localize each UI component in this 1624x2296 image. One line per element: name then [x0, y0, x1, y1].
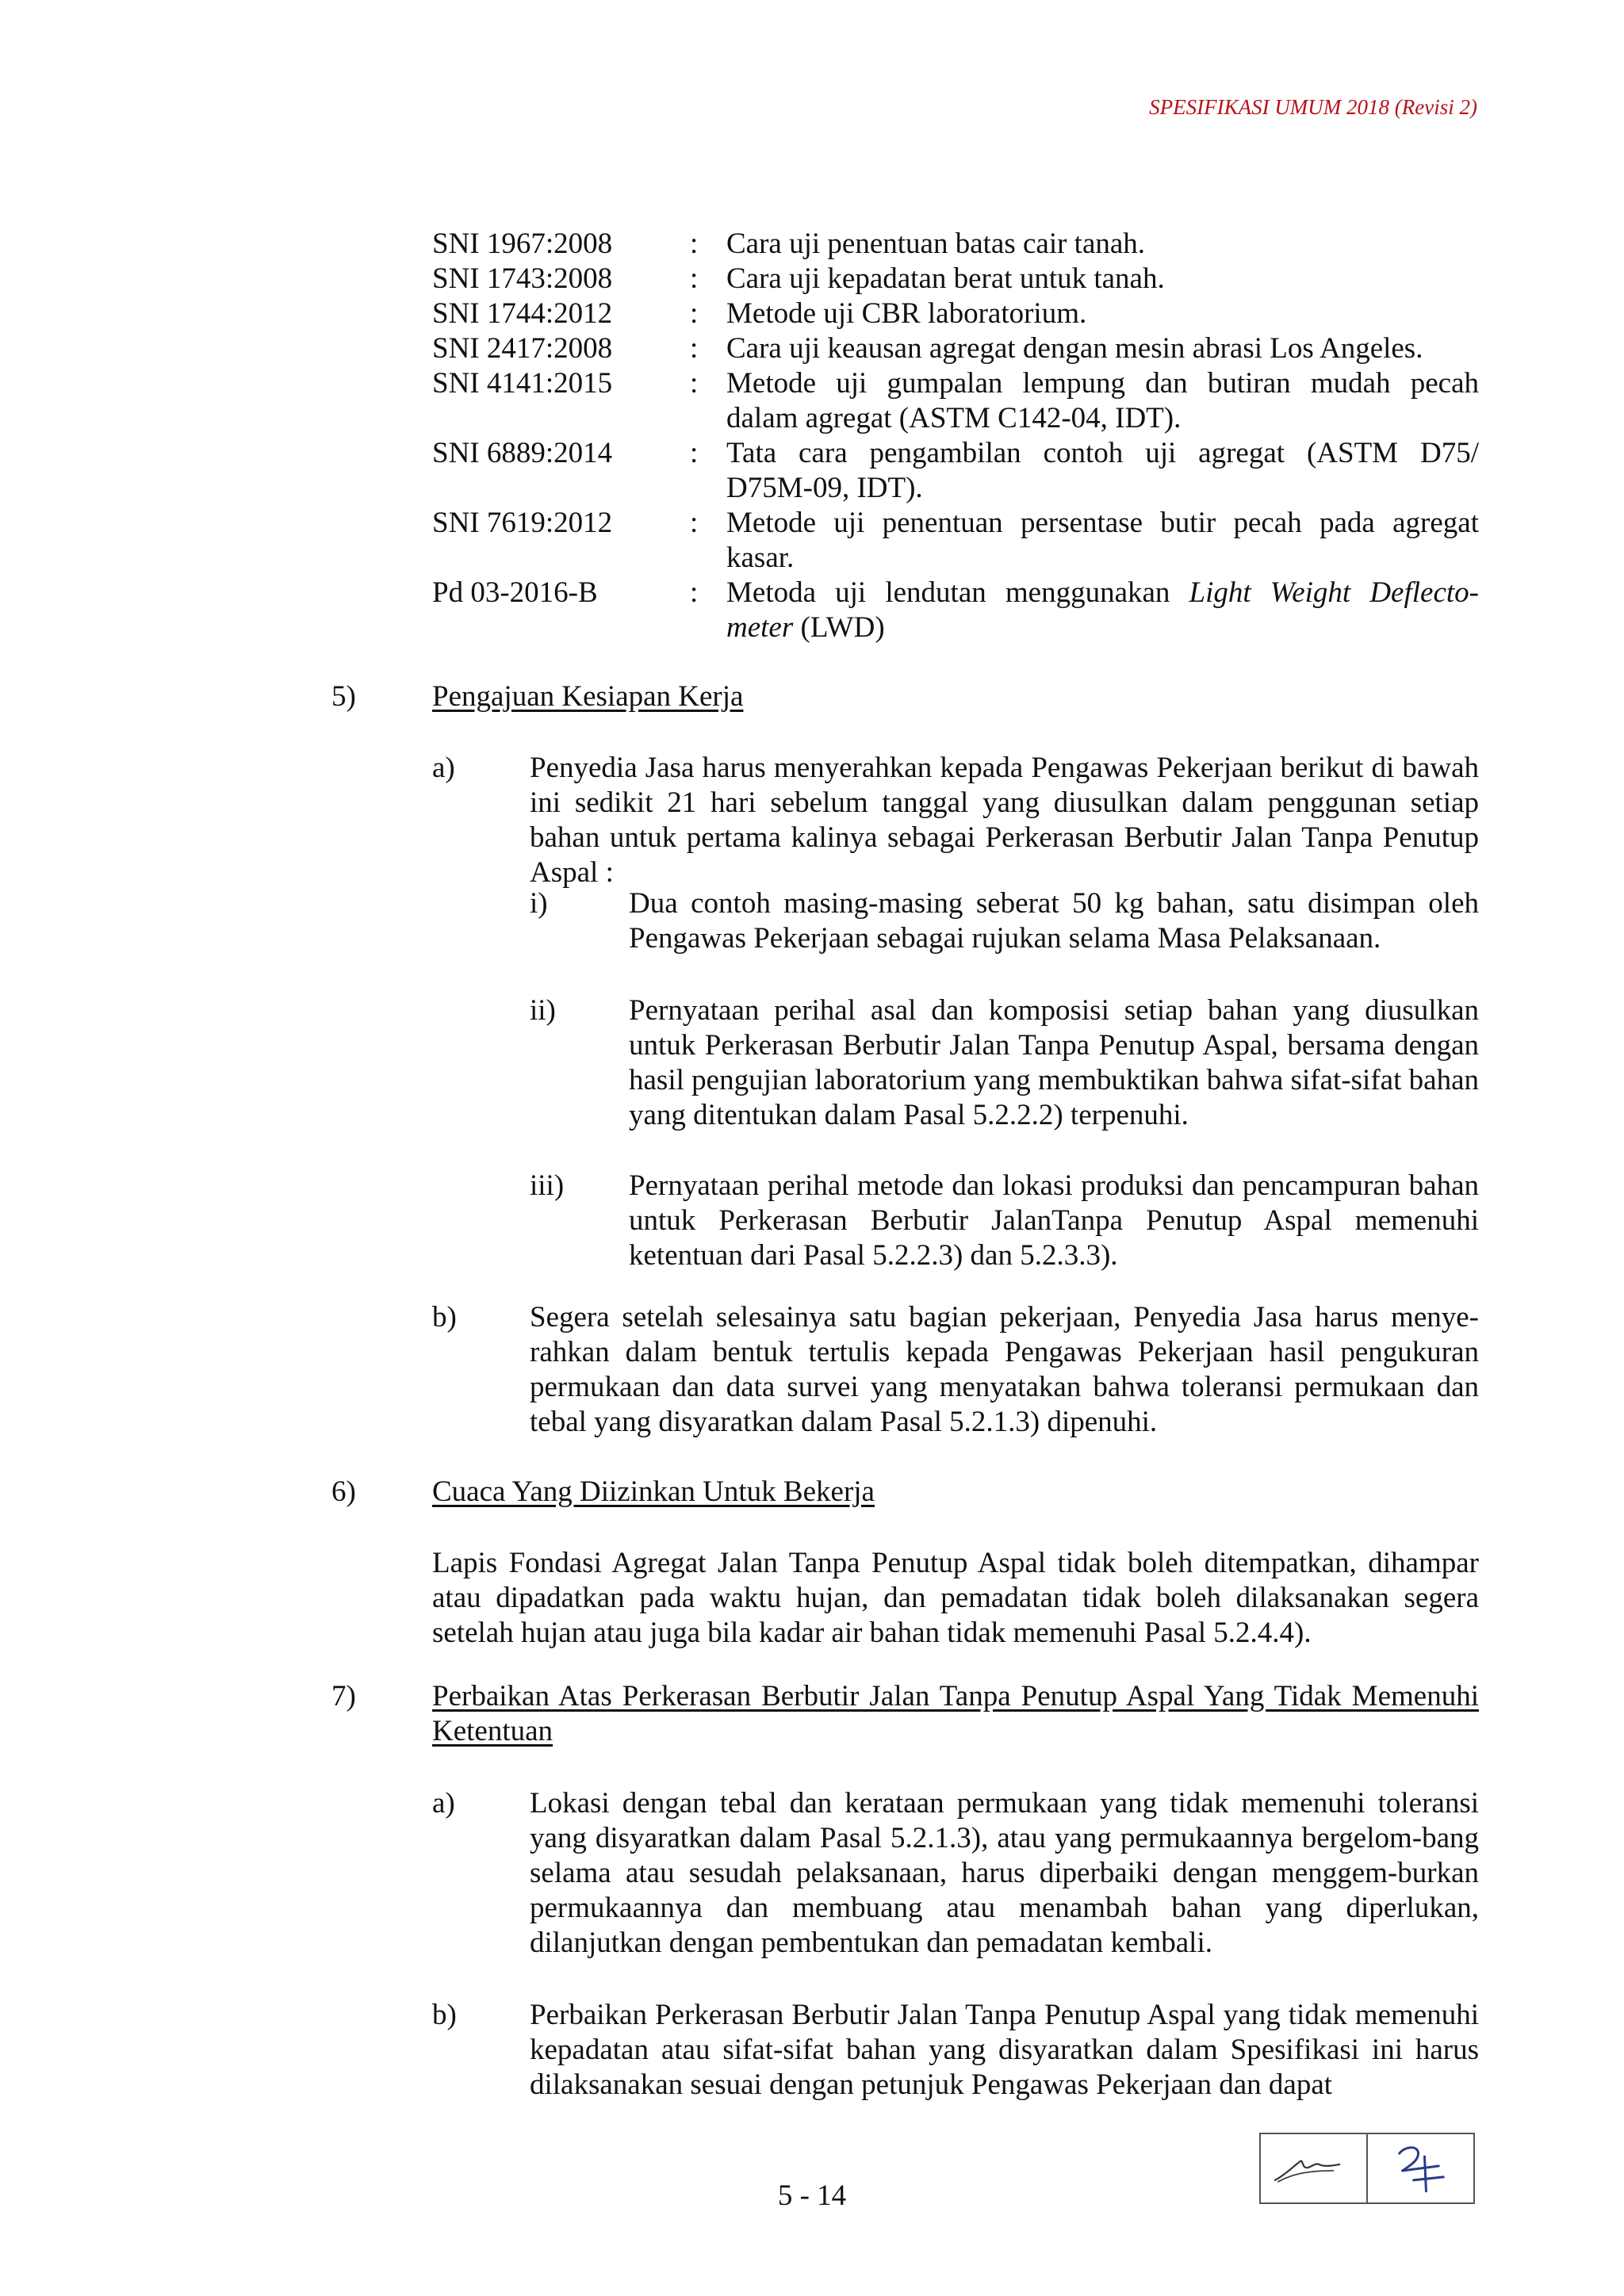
subsection-text: Segera setelah selesainya satu bagian pekerjaan, Penyedia Jasa harus menye-rahkan dalam bentuk tertulis kepada Pengawas Pekerjaan hasil pengukuran permukaan dan data survei yang menyatakan bahwa toleransi permukaan dan tebal yang disyaratkan dalam Pasal 5.2.1.3) dipenuhi.	[530, 1301, 1479, 1438]
running-header: SPESIFIKASI UMUM 2018 (Revisi 2)	[1149, 95, 1477, 119]
subsection-text: Perbaikan Perkerasan Berbutir Jalan Tanpa Penutup Aspal yang tidak memenuhi kepadatan atau sifat-sifat bahan yang disyaratkan dalam Spesifikasi ini harus dilaksanakan sesuai dengan petunjuk Pengawas Pekerjaan dan dapat	[530, 1999, 1479, 2101]
reference-description-text: (LWD)	[793, 611, 885, 644]
item-number: i)	[530, 887, 548, 920]
section-number: 6)	[331, 1475, 356, 1508]
item-number: iii)	[530, 1169, 565, 1202]
reference-row	[432, 436, 1479, 506]
signature-cell	[1366, 2134, 1473, 2202]
reference-code: SNI 1744:2012	[432, 297, 613, 330]
reference-description-text: Metoda uji lendutan menggunakan	[726, 576, 1189, 609]
section-title: Perbaikan Atas Perkerasan Berbutir Jalan Tanpa Penutup Aspal Yang Tidak Memenuhi	[432, 1680, 1479, 1712]
section-number: 7)	[331, 1680, 356, 1712]
reference-description-line: Tata cara pengambilan contoh uji agregat (ASTM D75/	[726, 437, 1479, 469]
reference-code: SNI 1743:2008	[432, 262, 613, 295]
reference-description: Cara uji kepadatan berat untuk tanah.	[726, 262, 1165, 295]
reference-code: SNI 1967:2008	[432, 228, 613, 260]
reference-colon: :	[690, 367, 699, 400]
reference-description-italic: Light Weight Deflecto-	[1189, 576, 1479, 609]
reference-description-line: Metode uji penentuan persentase butir pecah pada agregat	[726, 507, 1479, 539]
page-number: 5 - 14	[777, 2179, 847, 2212]
reference-description	[726, 506, 1479, 576]
reference-colon: :	[690, 228, 699, 260]
reference-colon: :	[690, 437, 699, 469]
signature-image	[1261, 2134, 1366, 2202]
reference-description	[726, 366, 1479, 436]
subsection-number: b)	[432, 1301, 457, 1334]
reference-colon: :	[690, 262, 699, 295]
reference-description	[726, 436, 1479, 506]
reference-description-line: dalam agregat (ASTM C142-04, IDT).	[726, 402, 1182, 434]
reference-row	[432, 297, 1479, 331]
subsection-number: a)	[432, 752, 455, 784]
reference-colon: :	[690, 332, 699, 365]
reference-colon: :	[690, 297, 699, 330]
subsection-text: Penyedia Jasa harus menyerahkan kepada Pengawas Pekerjaan berikut di bawah ini sedikit 21 hari sebelum tanggal yang diusulkan dalam penggunan setiap bahan untuk pertama kalinya sebagai Perkerasan Berbutir Jalan Tanpa Penutup Aspal :	[530, 752, 1479, 889]
reference-description: Metode uji CBR laboratorium.	[726, 297, 1087, 330]
subsection-text: Lokasi dengan tebal dan kerataan permukaan yang tidak memenuhi toleransi yang disyaratkan dalam Pasal 5.2.1.3), atau yang permukaannya bergelom-bang selama atau sesudah pelaksanaan, harus diperbaiki dengan menggem-burkan permukaannya dan membuang atau menambah bahan yang diperlukan, dilanjutkan dengan pembentukan dan pemadatan kembali.	[530, 1787, 1479, 1959]
reference-code: SNI 6889:2014	[432, 437, 613, 469]
reference-description-line: Metode uji gumpalan lempung dan butiran mudah pecah	[726, 367, 1479, 400]
reference-row	[432, 331, 1479, 366]
signature-cell	[1261, 2134, 1366, 2202]
reference-row	[432, 366, 1479, 436]
reference-row	[432, 506, 1479, 576]
reference-row	[432, 262, 1479, 297]
reference-description-line	[726, 576, 1479, 610]
reference-row	[432, 227, 1479, 262]
reference-description: Cara uji keausan agregat dengan mesin abrasi Los Angeles.	[726, 332, 1423, 365]
reference-code: SNI 4141:2015	[432, 367, 613, 400]
reference-description-line	[726, 610, 1479, 645]
initials-image	[1368, 2134, 1473, 2202]
reference-code: SNI 7619:2012	[432, 507, 613, 539]
reference-description-italic: meter	[726, 611, 794, 644]
section-title: Ketentuan	[432, 1715, 553, 1747]
item-number: ii)	[530, 994, 556, 1027]
reference-row	[432, 576, 1479, 645]
section-number: 5)	[331, 680, 356, 713]
subsection-number: b)	[432, 1999, 457, 2031]
reference-colon: :	[690, 507, 699, 539]
item-text: Dua contoh masing-masing seberat 50 kg bahan, satu disimpan oleh Pengawas Pekerjaan sebagai rujukan selama Masa Pelaksanaan.	[629, 887, 1479, 955]
subsection-number: a)	[432, 1787, 455, 1820]
reference-code: SNI 2417:2008	[432, 332, 613, 365]
section-title-block	[432, 1679, 1479, 1749]
reference-description	[726, 576, 1479, 645]
section-title: Cuaca Yang Diizinkan Untuk Bekerja	[432, 1475, 875, 1508]
reference-colon: :	[690, 576, 699, 609]
section-title: Pengajuan Kesiapan Kerja	[432, 680, 744, 713]
reference-list	[432, 227, 1479, 645]
reference-description: Cara uji penentuan batas cair tanah.	[726, 228, 1146, 260]
reference-description-line: kasar.	[726, 541, 795, 574]
section-paragraph: Lapis Fondasi Agregat Jalan Tanpa Penutup Aspal tidak boleh ditempatkan, dihampar atau dipadatkan pada waktu hujan, dan pemadatan tidak boleh dilaksanakan segera setelah hujan atau juga bila kadar air bahan tidak memenuhi Pasal 5.2.4.4).	[432, 1547, 1479, 1649]
item-text: Pernyataan perihal asal dan komposisi setiap bahan yang diusulkan untuk Perkerasan Berbutir Jalan Tanpa Penutup Aspal, bersama dengan hasil pengujian laboratorium yang membuktikan bahwa sifat-sifat bahan yang ditentukan dalam Pasal 5.2.2.2) terpenuhi.	[629, 994, 1479, 1131]
item-text: Pernyataan perihal metode dan lokasi produksi dan pencampuran bahan untuk Perkerasan Berbutir JalanTanpa Penutup Aspal memenuhi ketentuan dari Pasal 5.2.2.3) dan 5.2.3.3).	[629, 1169, 1479, 1272]
reference-description-line: D75M-09, IDT).	[726, 472, 923, 504]
signature-box	[1259, 2133, 1475, 2204]
reference-code: Pd 03-2016-B	[432, 576, 598, 609]
